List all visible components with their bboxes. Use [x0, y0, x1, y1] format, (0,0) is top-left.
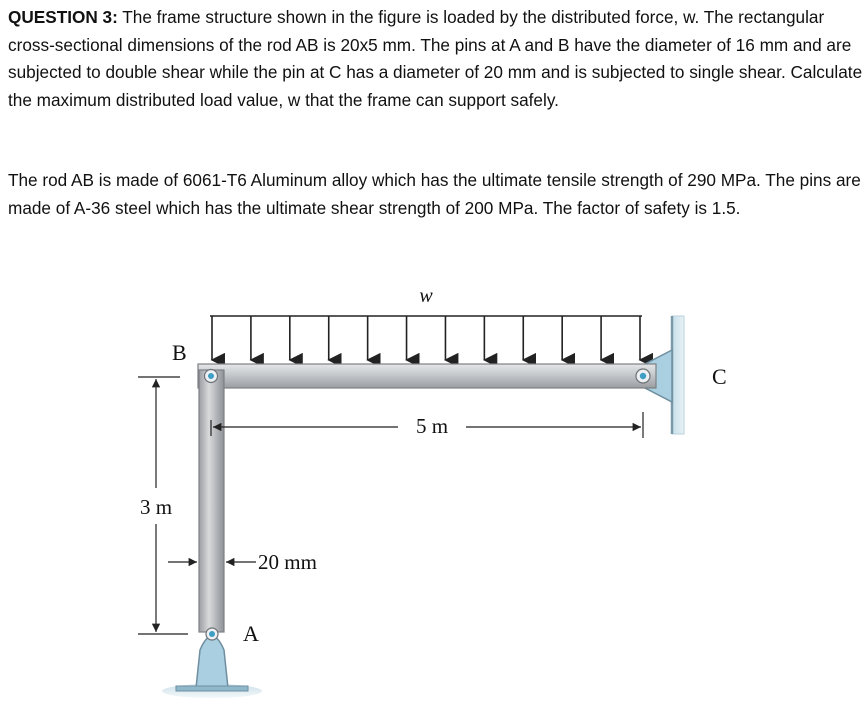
rod-ab [199, 370, 224, 632]
point-label-b: B [172, 340, 187, 365]
pin-b-center [208, 373, 214, 379]
point-label-a: A [243, 621, 259, 646]
load-arrows [212, 316, 640, 360]
pin-a-center [209, 631, 215, 637]
support-a-base [176, 686, 248, 691]
material-paragraph: The rod AB is made of 6061-T6 Aluminum alloy which has the ultimate tensile strength of 290 MPa. The pins are made of A-36 steel which has the ultimate shear strength of 200 MPa. The factor of safety is 1.5. [8, 170, 861, 218]
pin-c-center [640, 373, 646, 379]
height-label: 3 m [139, 495, 173, 519]
horizontal-beam [198, 364, 656, 388]
question-text: The frame structure shown in the figure is loaded by the distributed force, w. The rectangular cross-sectional dimensions of the rod AB is 20x5 mm. The pins at A and B have the diameter of 16 mm and are subjected to double shear while the pin at C has a diameter of 20 mm and is subjected to single shear. Calculate the maximum distributed load value, w that the frame can support safely. [8, 7, 863, 110]
load-label-w: w [419, 285, 433, 307]
width-label: 20 mm [258, 550, 317, 574]
wall-support-c [672, 316, 684, 434]
point-label-c: C [712, 364, 727, 389]
question-label: QUESTION 3: [8, 7, 118, 27]
span-label: 5 m [415, 414, 449, 438]
support-a [196, 636, 228, 688]
